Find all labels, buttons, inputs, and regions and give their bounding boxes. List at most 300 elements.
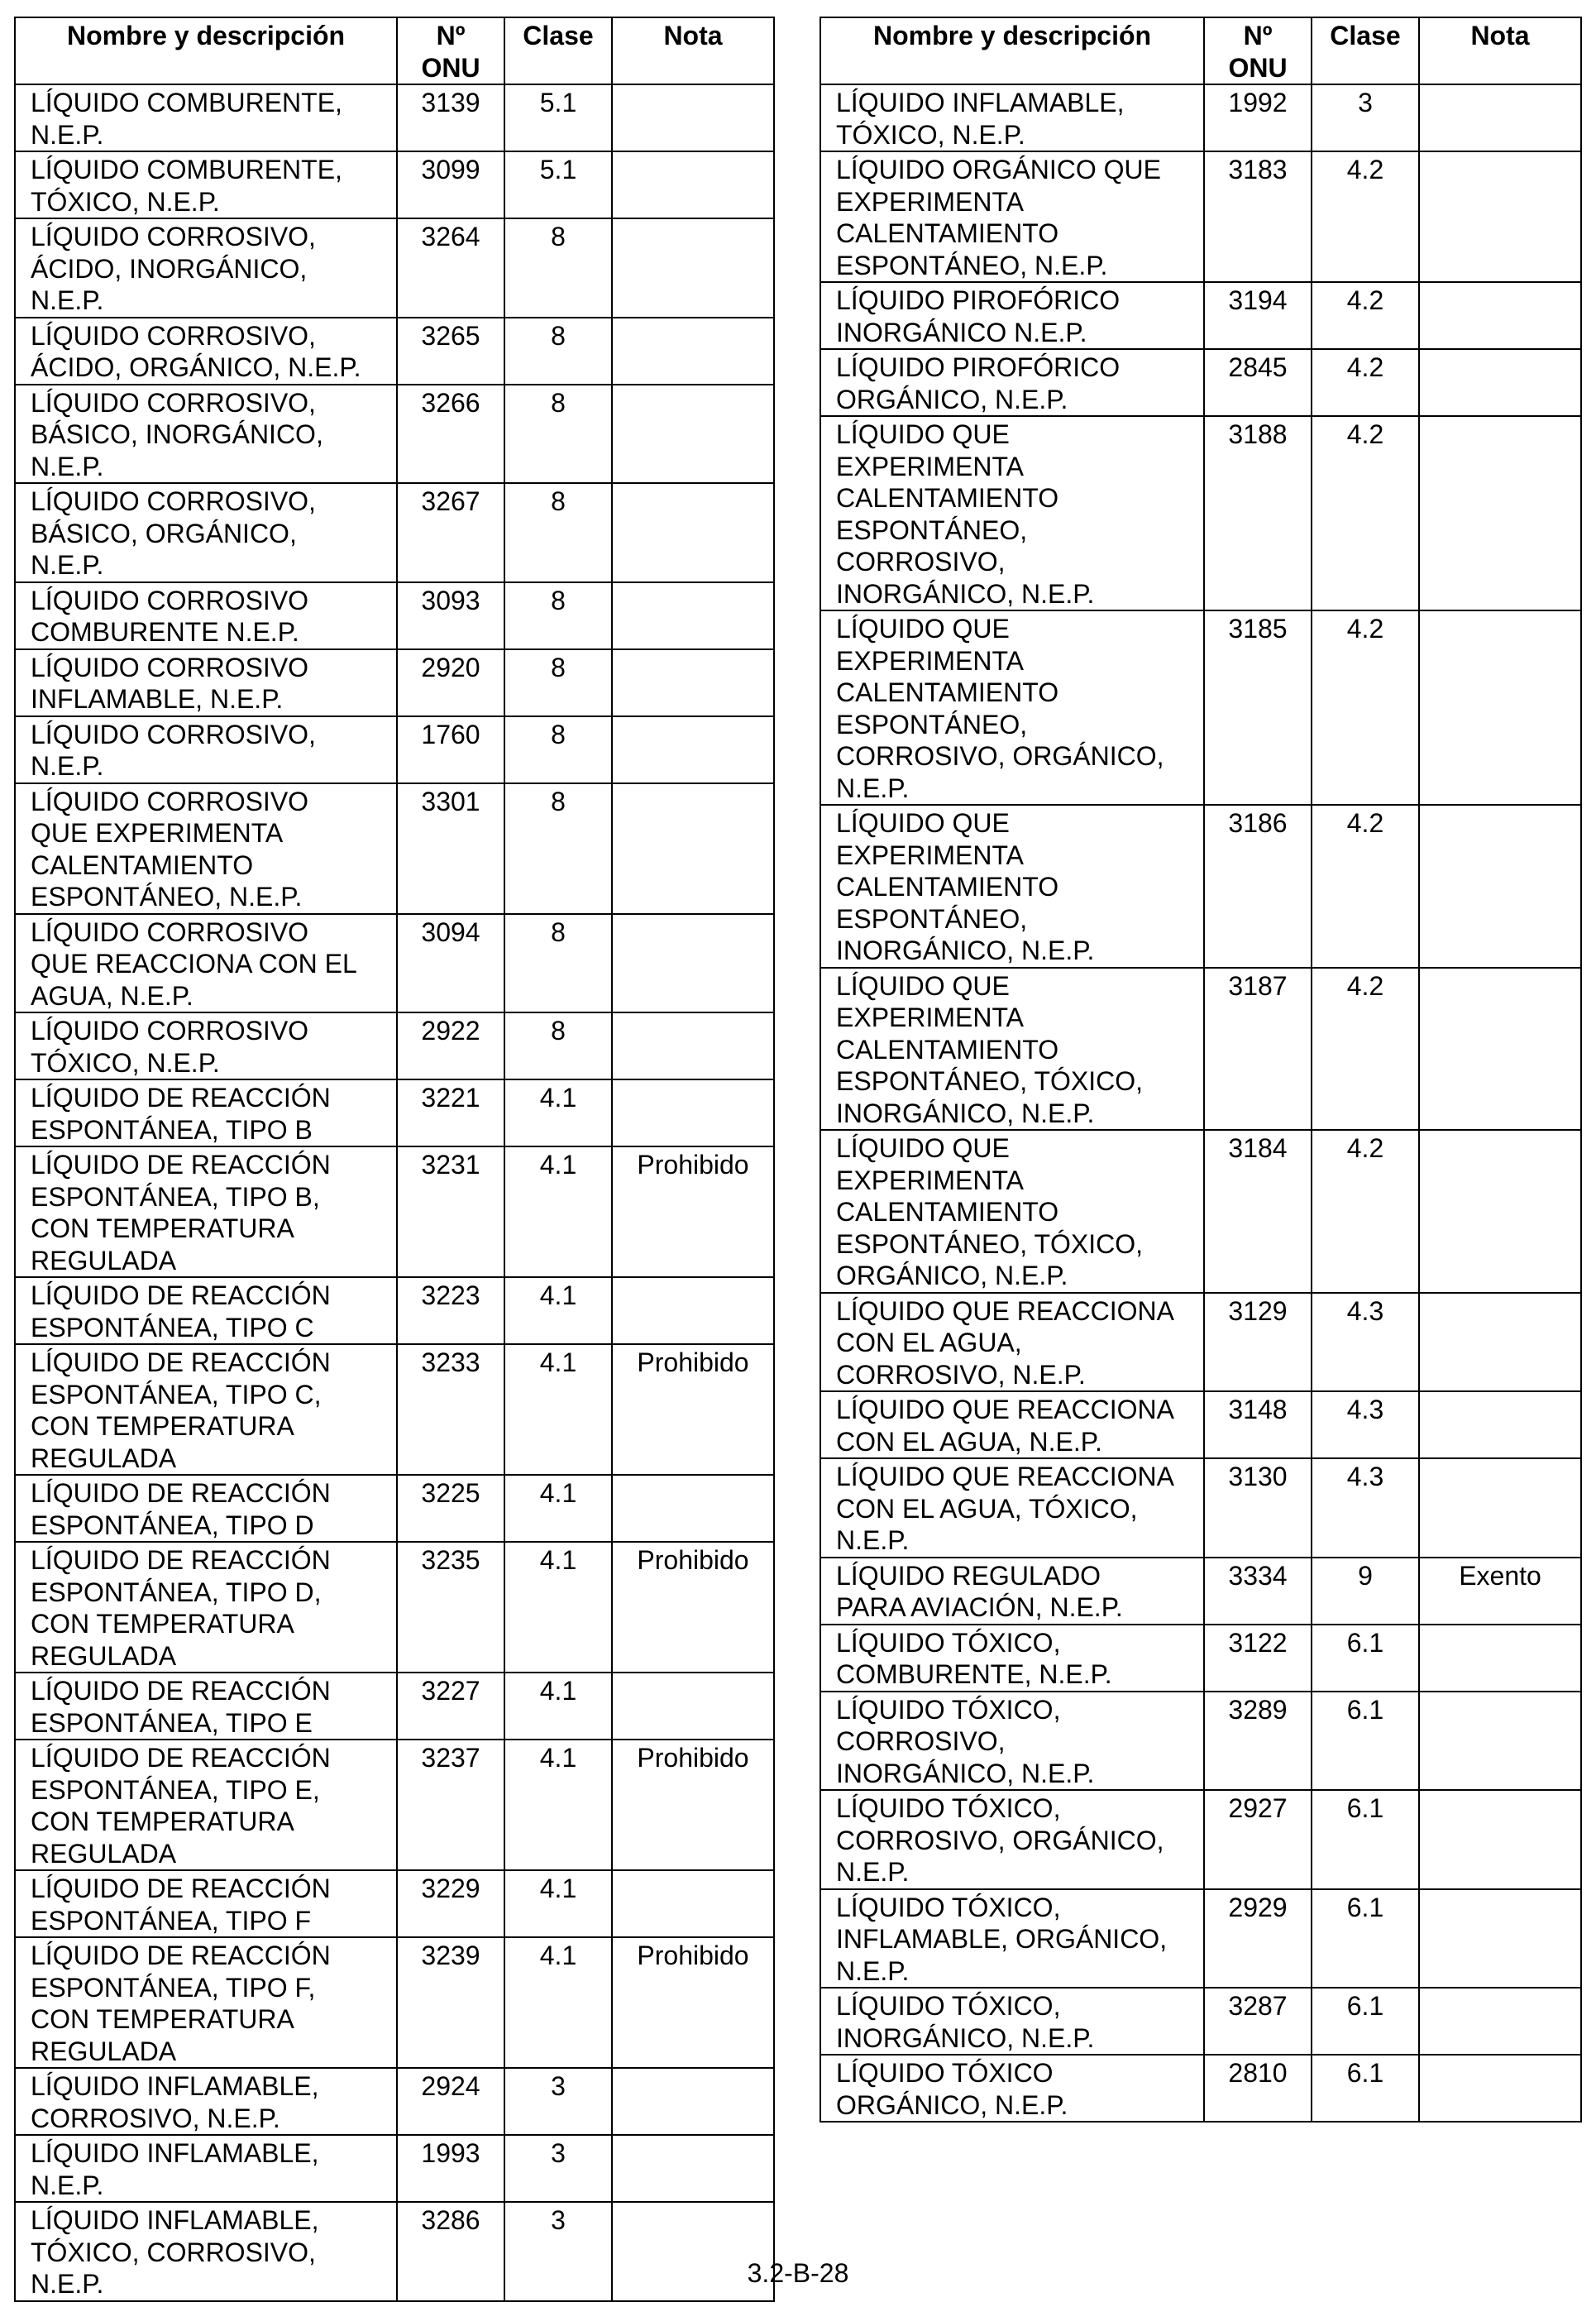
substance-name-line: N.E.P.	[31, 2170, 104, 2200]
substance-name-line: BÁSICO, INORGÁNICO,	[31, 419, 323, 449]
table-row	[820, 282, 1581, 349]
header-clase: Clase	[1312, 17, 1419, 84]
hazard-class: 8	[504, 716, 612, 783]
substance-name-line: CON EL AGUA,	[836, 1328, 1022, 1357]
un-number: 3186	[1204, 805, 1312, 968]
header-clase: Clase	[504, 17, 612, 84]
substance-name-line: ESPONTÁNEO,	[836, 903, 1028, 934]
un-number: 3265	[397, 318, 504, 385]
header-row	[820, 17, 1581, 84]
table-row	[15, 483, 774, 582]
table-row	[15, 716, 774, 783]
substance-name-line: INORGÁNICO, N.E.P.	[836, 2022, 1095, 2053]
note-cell	[612, 1673, 774, 1740]
substance-name-line: EXPERIMENTA	[836, 186, 1024, 217]
substance-name-line: N.E.P.	[31, 451, 104, 481]
un-number: 2929	[1204, 1889, 1312, 1989]
substance-name-line: LÍQUIDO QUE REACCIONA	[836, 1395, 1174, 1424]
hazard-class: 8	[504, 483, 612, 582]
table-row	[820, 84, 1581, 151]
table-row	[15, 1937, 774, 2068]
note-cell	[612, 582, 774, 649]
table-row	[15, 151, 774, 218]
substance-name	[820, 1558, 1204, 1625]
hazard-class: 3	[1312, 84, 1419, 151]
note-cell	[612, 218, 774, 318]
substance-name-line: LÍQUIDO QUE	[836, 419, 1010, 449]
table-row	[15, 1277, 774, 1344]
substance-name	[15, 1277, 397, 1344]
substance-name-line: LÍQUIDO DE REACCIÓN	[31, 1545, 331, 1575]
substance-name-line: LÍQUIDO COMBURENTE,	[31, 155, 342, 184]
substance-name-line: N.E.P.	[31, 2269, 104, 2299]
substance-name-line: CALENTAMIENTO	[836, 483, 1059, 513]
table-row	[15, 2068, 774, 2135]
table-row	[15, 385, 774, 484]
un-number: 1760	[397, 716, 504, 783]
un-number: 3093	[397, 582, 504, 649]
hazard-class: 4.1	[504, 1542, 612, 1673]
substance-name-line: LÍQUIDO TÓXICO	[836, 2058, 1054, 2088]
note-cell	[612, 2068, 774, 2135]
table-row	[820, 416, 1581, 610]
substance-name-line: LÍQUIDO TÓXICO,	[836, 1991, 1061, 2021]
substance-name	[15, 1740, 397, 1870]
un-number: 3094	[397, 914, 504, 1013]
substance-name-line: CORROSIVO, N.E.P.	[31, 2103, 280, 2133]
note-cell	[612, 84, 774, 151]
table-row	[820, 968, 1581, 1131]
un-number: 2924	[397, 2068, 504, 2135]
note-cell: Prohibido	[612, 1344, 774, 1475]
hazard-class: 4.1	[504, 1079, 612, 1146]
substance-name-line: LÍQUIDO CORROSIVO	[31, 916, 309, 947]
substance-name	[820, 416, 1204, 610]
substance-name-line: ESPONTÁNEO, N.E.P.	[31, 882, 303, 912]
table-row	[15, 783, 774, 914]
un-number: 2845	[1204, 349, 1312, 416]
note-cell	[612, 318, 774, 385]
un-number: 3237	[397, 1740, 504, 1870]
substance-name-line: INORGÁNICO, N.E.P.	[836, 936, 1095, 965]
note-cell	[612, 385, 774, 484]
substance-name	[820, 1988, 1204, 2055]
note-cell	[612, 783, 774, 914]
hazard-class: 8	[504, 1012, 612, 1079]
substance-name-line: INORGÁNICO, N.E.P.	[836, 578, 1095, 609]
note-cell	[1419, 1988, 1581, 2055]
un-number: 2810	[1204, 2055, 1312, 2122]
substance-name-line: EXPERIMENTA	[836, 451, 1024, 481]
hazard-class: 4.2	[1312, 416, 1419, 610]
un-number: 3194	[1204, 282, 1312, 349]
substance-name-line: LÍQUIDO TÓXICO,	[836, 1892, 1061, 1922]
substance-name-line: ORGÁNICO, N.E.P.	[836, 384, 1068, 414]
un-number: 3183	[1204, 151, 1312, 282]
substance-name-line: N.E.P.	[31, 751, 104, 781]
un-number: 3187	[1204, 968, 1312, 1131]
substance-name-line: LÍQUIDO COMBURENTE,	[31, 88, 342, 117]
substance-name-line: CON TEMPERATURA	[31, 1213, 294, 1243]
header-onu-line2: ONU	[1228, 52, 1288, 83]
substance-name-line: EXPERIMENTA	[836, 645, 1024, 676]
substance-name-line: LÍQUIDO INFLAMABLE,	[31, 2071, 319, 2101]
hazard-class: 8	[504, 385, 612, 484]
hazard-class: 8	[504, 649, 612, 716]
substance-name-line: ÁCIDO, ORGÁNICO, N.E.P.	[31, 352, 361, 382]
note-cell	[1419, 1293, 1581, 1392]
hazard-class: 8	[504, 218, 612, 318]
substance-name-line: CON EL AGUA, TÓXICO,	[836, 1493, 1138, 1524]
substance-name-line: LÍQUIDO CORROSIVO	[31, 652, 309, 682]
un-number: 3264	[397, 218, 504, 318]
hazard-class: 4.1	[504, 1475, 612, 1542]
note-cell	[1419, 1692, 1581, 1791]
note-cell	[1419, 84, 1581, 151]
substance-name	[15, 1937, 397, 2068]
substance-name-line: LÍQUIDO QUE	[836, 1133, 1010, 1163]
substance-name-line: LÍQUIDO CORROSIVO,	[31, 222, 316, 251]
substance-name-line: LÍQUIDO PIROFÓRICO	[836, 285, 1121, 315]
hazard-class: 4.3	[1312, 1458, 1419, 1558]
un-number: 1993	[397, 2135, 504, 2202]
hazard-class: 3	[504, 2202, 612, 2301]
substance-name-line: ESPONTÁNEA, TIPO D,	[31, 1577, 322, 1607]
un-number: 2920	[397, 649, 504, 716]
substance-name-line: REGULADA	[31, 1443, 177, 1473]
substance-name	[820, 282, 1204, 349]
un-number: 3235	[397, 1542, 504, 1673]
note-cell	[1419, 1130, 1581, 1293]
note-cell	[612, 483, 774, 582]
substance-name-line: ESPONTÁNEA, TIPO B	[31, 1114, 313, 1145]
table-row	[820, 1558, 1581, 1625]
hazard-class: 6.1	[1312, 1988, 1419, 2055]
substance-name-line: N.E.P.	[31, 119, 104, 150]
substance-name-line: LÍQUIDO DE REACCIÓN	[31, 1478, 331, 1508]
table-row	[15, 1542, 774, 1673]
table-row	[15, 1740, 774, 1870]
note-cell	[612, 1870, 774, 1937]
substance-name	[15, 1012, 397, 1079]
substance-name-line: LÍQUIDO QUE REACCIONA	[836, 1295, 1174, 1326]
substance-name	[15, 716, 397, 783]
un-number: 3231	[397, 1146, 504, 1277]
un-number: 3099	[397, 151, 504, 218]
substance-name-line: LÍQUIDO DE REACCIÓN	[31, 1083, 331, 1113]
hazard-class: 3	[504, 2135, 612, 2202]
table-row	[820, 1889, 1581, 1989]
substance-name-line: ESPONTÁNEA, TIPO D	[31, 1510, 314, 1540]
right-table	[820, 17, 1582, 2123]
substance-name-line: LÍQUIDO CORROSIVO	[31, 585, 309, 615]
note-cell	[612, 914, 774, 1013]
un-number: 3130	[1204, 1458, 1312, 1558]
un-number: 3334	[1204, 1558, 1312, 1625]
table-row	[820, 1692, 1581, 1791]
substance-name-line: LÍQUIDO CORROSIVO	[31, 1016, 309, 1046]
substance-name-line: INFLAMABLE, N.E.P.	[31, 684, 284, 714]
table-row	[15, 914, 774, 1013]
un-number: 3229	[397, 1870, 504, 1937]
hazard-class: 5.1	[504, 84, 612, 151]
substance-name-line: REGULADA	[31, 1245, 177, 1275]
un-number: 3221	[397, 1079, 504, 1146]
substance-name-line: ESPONTÁNEA, TIPO E,	[31, 1774, 320, 1805]
hazard-class: 9	[1312, 1558, 1419, 1625]
substance-name-line: N.E.P.	[836, 1525, 910, 1555]
un-number: 3266	[397, 385, 504, 484]
un-number: 2927	[1204, 1790, 1312, 1889]
substance-name-line: ESPONTÁNEA, TIPO E	[31, 1707, 313, 1738]
table-row	[15, 1475, 774, 1542]
hazard-class: 8	[504, 914, 612, 1013]
substance-name-line: ESPONTÁNEA, TIPO C	[31, 1312, 314, 1342]
note-cell	[1419, 1790, 1581, 1889]
substance-name	[15, 1542, 397, 1673]
substance-name-line: AGUA, N.E.P.	[31, 980, 194, 1011]
table-row	[15, 218, 774, 318]
substance-name-line: ÁCIDO, INORGÁNICO,	[31, 253, 308, 284]
header-onu-line1: Nº	[436, 21, 466, 50]
substance-name	[15, 1870, 397, 1937]
substance-name-line: ESPONTÁNEO, TÓXICO,	[836, 1228, 1144, 1259]
substance-name	[15, 1079, 397, 1146]
substance-name-line: INORGÁNICO N.E.P.	[836, 317, 1087, 347]
note-cell	[1419, 1625, 1581, 1692]
substance-name-line: CON TEMPERATURA	[31, 1807, 294, 1836]
hazard-class: 4.3	[1312, 1391, 1419, 1458]
note-cell	[1419, 805, 1581, 968]
substance-name	[820, 968, 1204, 1131]
table-row	[15, 1146, 774, 1277]
substance-name-line: LÍQUIDO QUE	[836, 970, 1010, 1001]
table-row	[820, 2055, 1581, 2122]
table-row	[820, 1625, 1581, 1692]
substance-name-line: CORROSIVO,	[836, 547, 1006, 577]
note-cell	[1419, 282, 1581, 349]
table-row	[15, 2135, 774, 2202]
substance-name-line: EXPERIMENTA	[836, 1003, 1024, 1032]
note-cell	[1419, 1889, 1581, 1989]
substance-name	[820, 2055, 1204, 2122]
table-row	[15, 582, 774, 649]
un-number: 3301	[397, 783, 504, 914]
substance-name	[820, 1889, 1204, 1989]
un-number: 3233	[397, 1344, 504, 1475]
note-cell	[612, 151, 774, 218]
substance-name-line: LÍQUIDO TÓXICO,	[836, 1793, 1061, 1823]
un-number: 2922	[397, 1012, 504, 1079]
hazard-class: 5.1	[504, 151, 612, 218]
substance-name	[820, 610, 1204, 805]
header-onu	[1204, 17, 1312, 84]
table-row	[820, 1988, 1581, 2055]
substance-name-line: LÍQUIDO DE REACCIÓN	[31, 1743, 331, 1773]
table-row	[15, 1079, 774, 1146]
table-row	[820, 349, 1581, 416]
substance-name-line: LÍQUIDO INFLAMABLE,	[836, 88, 1125, 117]
substance-name	[15, 1344, 397, 1475]
hazard-class: 4.3	[1312, 1293, 1419, 1392]
substance-name-line: REGULADA	[31, 1640, 177, 1671]
substance-name	[15, 2068, 397, 2135]
hazard-class: 6.1	[1312, 1790, 1419, 1889]
substance-name	[820, 1790, 1204, 1889]
substance-name-line: LÍQUIDO DE REACCIÓN	[31, 1941, 331, 1970]
substance-name-line: N.E.P.	[31, 550, 104, 580]
substance-name-line: ESPONTÁNEO,	[836, 709, 1028, 739]
substance-name-line: LÍQUIDO DE REACCIÓN	[31, 1676, 331, 1706]
substance-name-line: CALENTAMIENTO	[836, 1034, 1059, 1065]
substance-name-line: CALENTAMIENTO	[836, 1197, 1059, 1227]
substance-name-line: CORROSIVO, N.E.P.	[836, 1359, 1086, 1390]
substance-name-line: COMBURENTE, N.E.P.	[836, 1659, 1112, 1689]
hazard-class: 4.2	[1312, 610, 1419, 805]
substance-name-line: LÍQUIDO QUE	[836, 614, 1010, 644]
hazard-class: 3	[504, 2068, 612, 2135]
substance-name	[15, 1673, 397, 1740]
page-number: 3.2-B-28	[747, 2258, 849, 2288]
right-table-body	[820, 84, 1581, 2122]
note-cell	[612, 1277, 774, 1344]
left-table	[14, 17, 775, 2302]
substance-name-line: CALENTAMIENTO	[836, 872, 1059, 902]
note-cell	[1419, 151, 1581, 282]
substance-name-line: LÍQUIDO ORGÁNICO QUE	[836, 155, 1161, 184]
substance-name-line: N.E.P.	[836, 1955, 910, 1986]
un-number: 3227	[397, 1673, 504, 1740]
note-cell	[1419, 1458, 1581, 1558]
substance-name-line: EXPERIMENTA	[836, 840, 1024, 870]
table-row	[15, 84, 774, 151]
note-cell	[612, 1012, 774, 1079]
substance-name-line: LÍQUIDO CORROSIVO	[31, 786, 309, 816]
table-row	[820, 610, 1581, 805]
un-number: 3267	[397, 483, 504, 582]
substance-name	[15, 84, 397, 151]
table-row	[820, 1391, 1581, 1458]
header-nota: Nota	[612, 17, 774, 84]
hazard-class: 4.1	[504, 1937, 612, 2068]
table-row	[820, 1458, 1581, 1558]
un-number: 3188	[1204, 416, 1312, 610]
substance-name-line: ESPONTÁNEA, TIPO C,	[31, 1379, 322, 1409]
hazard-class: 6.1	[1312, 1889, 1419, 1989]
substance-name-line: INFLAMABLE, ORGÁNICO,	[836, 1924, 1168, 1954]
substance-name-line: LÍQUIDO REGULADO	[836, 1560, 1101, 1591]
substance-name-line: LÍQUIDO PIROFÓRICO	[836, 352, 1121, 382]
substance-name-line: TÓXICO, CORROSIVO,	[31, 2237, 316, 2267]
un-number: 3185	[1204, 610, 1312, 805]
un-number: 3148	[1204, 1391, 1312, 1458]
header-onu	[397, 17, 504, 84]
substance-name	[820, 1130, 1204, 1293]
note-cell	[1419, 610, 1581, 805]
un-number: 3184	[1204, 1130, 1312, 1293]
hazard-class: 4.2	[1312, 805, 1419, 968]
hazard-class: 8	[504, 783, 612, 914]
substance-name-line: INORGÁNICO, N.E.P.	[836, 1758, 1095, 1788]
substance-name-line: TÓXICO, N.E.P.	[31, 1047, 220, 1078]
substance-name	[820, 1293, 1204, 1392]
un-number: 3223	[397, 1277, 504, 1344]
substance-name-line: ESPONTÁNEA, TIPO F,	[31, 1972, 316, 2003]
substance-name-line: CALENTAMIENTO	[836, 677, 1059, 707]
substance-name-line: TÓXICO, N.E.P.	[31, 186, 220, 217]
substance-name-line: CON EL AGUA, N.E.P.	[836, 1426, 1102, 1457]
hazard-class: 4.1	[504, 1146, 612, 1277]
substance-name-line: ESPONTÁNEO,	[836, 514, 1028, 545]
hazard-class: 8	[504, 318, 612, 385]
substance-name-line: ESPONTÁNEO, N.E.P.	[836, 250, 1108, 280]
substance-name	[820, 1692, 1204, 1791]
substance-name-line: PARA AVIACIÓN, N.E.P.	[836, 1592, 1123, 1622]
substance-name-line: LÍQUIDO DE REACCIÓN	[31, 1280, 331, 1310]
substance-name	[15, 385, 397, 484]
substance-name	[15, 914, 397, 1013]
substance-name	[15, 1475, 397, 1542]
note-cell	[1419, 968, 1581, 1131]
substance-name-line: LÍQUIDO QUE REACCIONA	[836, 1462, 1174, 1491]
table-row	[15, 318, 774, 385]
un-number: 1992	[1204, 84, 1312, 151]
substance-name	[820, 1458, 1204, 1558]
table-row	[15, 1012, 774, 1079]
hazard-class: 4.1	[504, 1277, 612, 1344]
substance-name-line: LÍQUIDO CORROSIVO,	[31, 486, 316, 516]
substance-name-line: QUE REACCIONA CON EL	[31, 949, 357, 979]
header-name: Nombre y descripción	[15, 17, 397, 84]
substance-name	[15, 151, 397, 218]
hazard-class: 6.1	[1312, 1625, 1419, 1692]
un-number: 3139	[397, 84, 504, 151]
substance-name-line: LÍQUIDO CORROSIVO,	[31, 320, 316, 351]
substance-name-line: CORROSIVO,	[836, 1726, 1006, 1756]
un-number: 3289	[1204, 1692, 1312, 1791]
note-cell	[612, 1475, 774, 1542]
substance-name-line: INORGÁNICO, N.E.P.	[836, 1098, 1095, 1128]
substance-name-line: ESPONTÁNEA, TIPO B,	[31, 1181, 320, 1212]
note-cell: Prohibido	[612, 1542, 774, 1673]
note-cell	[1419, 416, 1581, 610]
hazard-class: 4.2	[1312, 282, 1419, 349]
substance-name	[15, 483, 397, 582]
substance-name	[820, 805, 1204, 968]
substance-name-line: LÍQUIDO DE REACCIÓN	[31, 1347, 331, 1377]
un-number: 3286	[397, 2202, 504, 2301]
note-cell	[612, 716, 774, 783]
table-row	[820, 1130, 1581, 1293]
hazard-class: 8	[504, 582, 612, 649]
substance-name-line: CON TEMPERATURA	[31, 2004, 294, 2034]
note-cell	[1419, 1391, 1581, 1458]
table-row	[820, 1293, 1581, 1392]
substance-name-line: REGULADA	[31, 1838, 177, 1869]
substance-name-line: CON TEMPERATURA	[31, 1411, 294, 1441]
un-number: 3225	[397, 1475, 504, 1542]
substance-name-line: LÍQUIDO TÓXICO,	[836, 1694, 1061, 1725]
substance-name-line: TÓXICO, N.E.P.	[836, 119, 1025, 150]
table-row	[15, 649, 774, 716]
note-cell	[612, 649, 774, 716]
substance-name-line: N.E.P.	[31, 285, 104, 315]
substance-name-line: BÁSICO, ORGÁNICO,	[31, 518, 297, 548]
substance-name-line: N.E.P.	[836, 773, 910, 803]
un-number: 3122	[1204, 1625, 1312, 1692]
substance-name-line: ESPONTÁNEA, TIPO F	[31, 1905, 312, 1936]
note-cell: Prohibido	[612, 1937, 774, 2068]
